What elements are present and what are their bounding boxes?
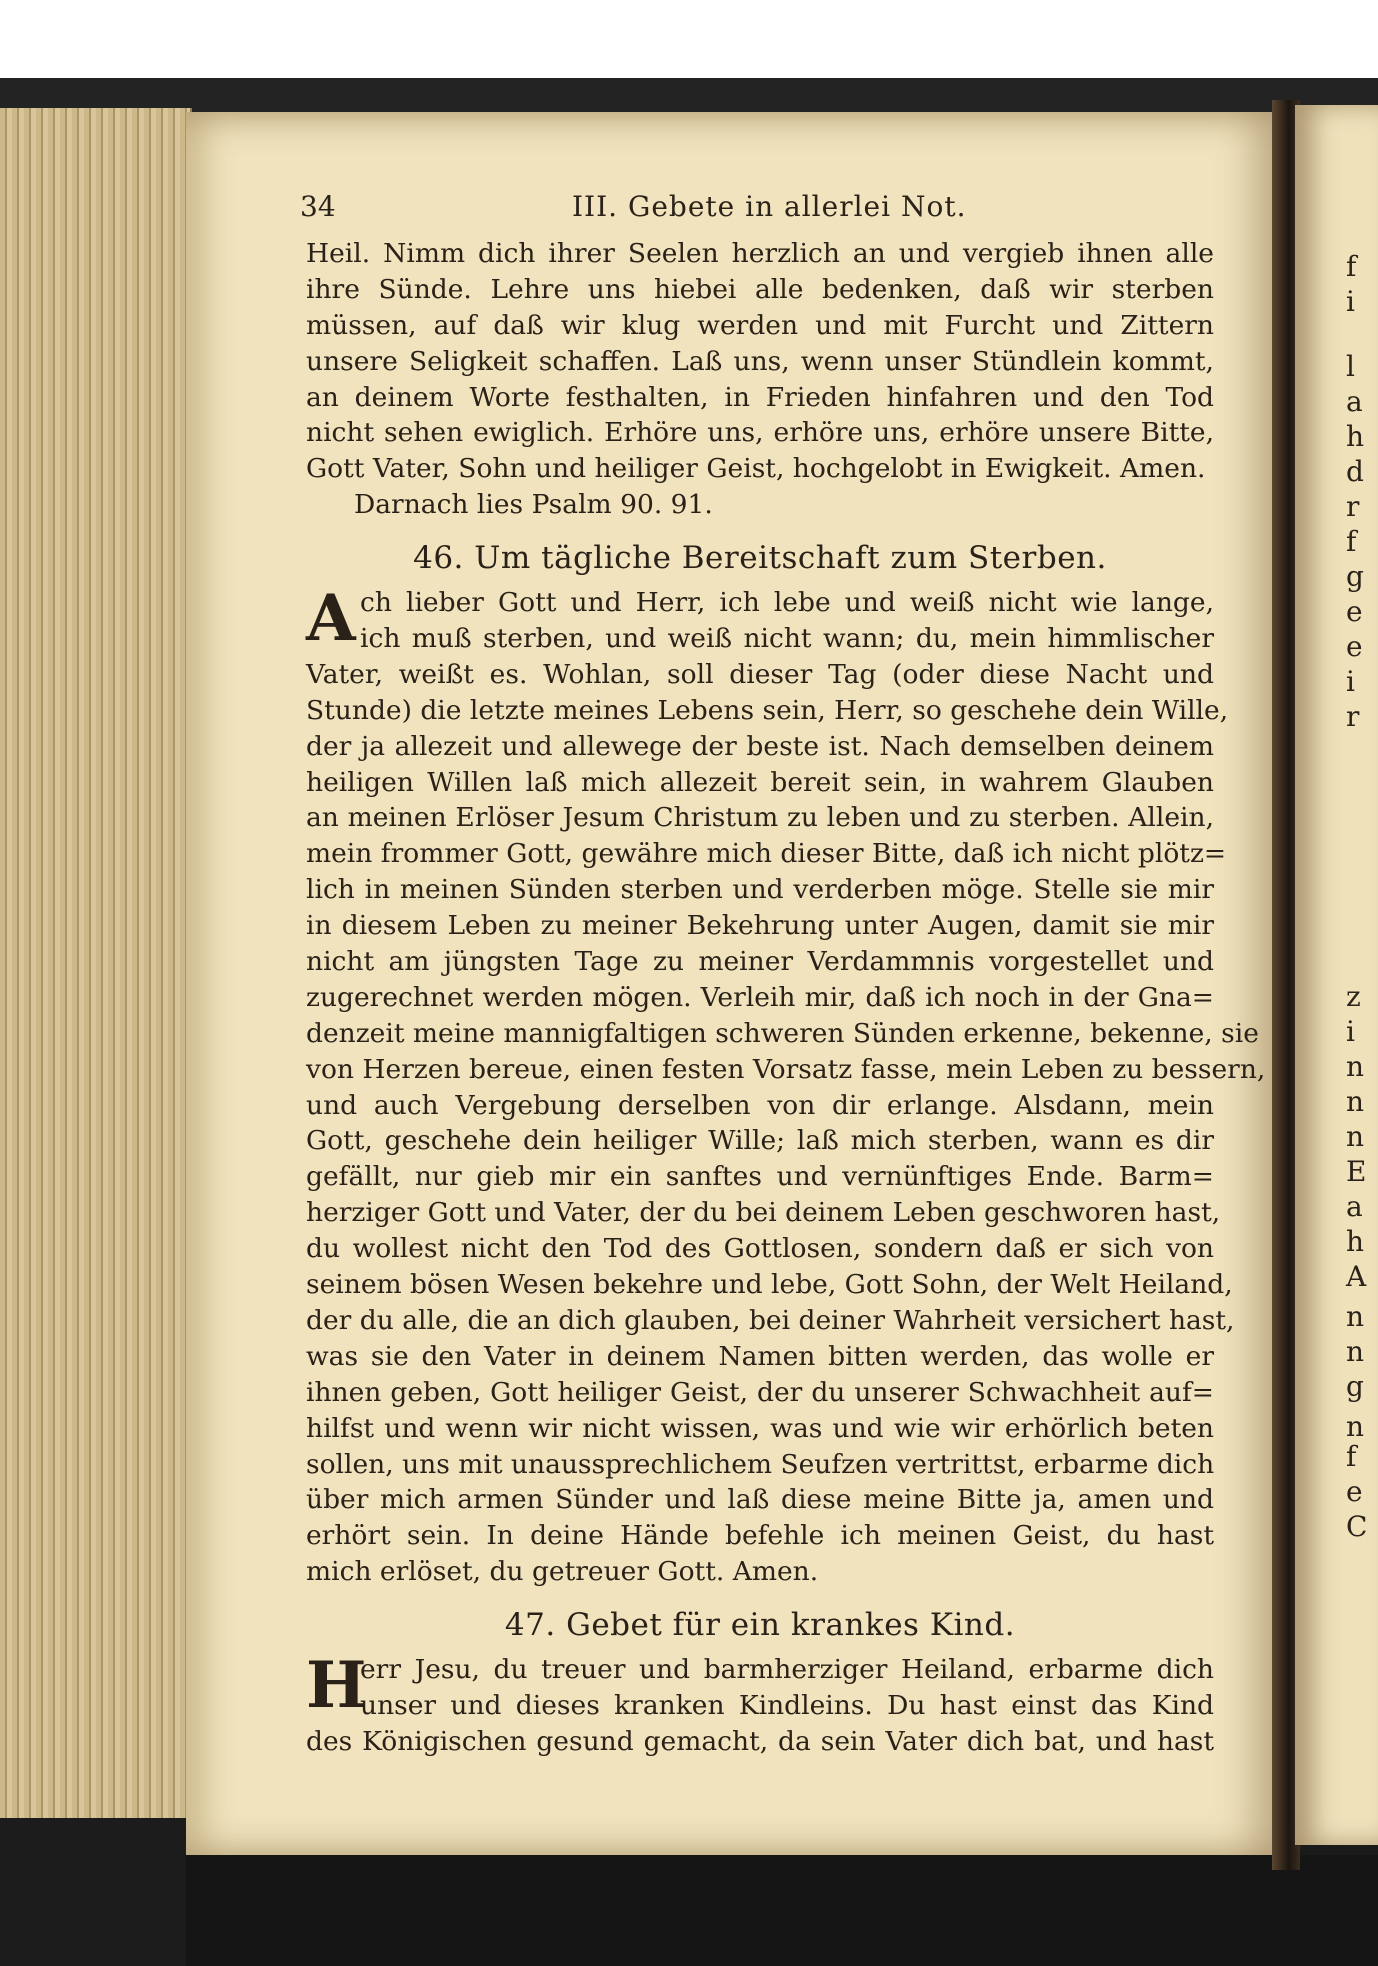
facing-page-letter: n — [1346, 1410, 1365, 1443]
facing-page-letter: n — [1346, 1050, 1365, 1083]
text-line: über mich armen Sünder und laß diese meine Bitte ja, amen und — [306, 1484, 1214, 1516]
facing-page-letter: a — [1346, 385, 1363, 418]
cover-bottom — [0, 1818, 190, 1966]
drop-cap: A — [306, 581, 356, 657]
facing-page-letter: h — [1346, 420, 1365, 453]
facing-page-letter: i — [1346, 1015, 1355, 1048]
text-line: mein frommer Gott, gewähre mich dieser Bitte, daß ich nicht plötz= — [306, 838, 1227, 870]
facing-page-letter: e — [1346, 1475, 1363, 1508]
facing-page-letter: f — [1346, 525, 1357, 558]
facing-page-letter: g — [1346, 1370, 1364, 1403]
text-line: und auch Vergebung derselben von dir erlange. Alsdann, mein — [306, 1089, 1214, 1121]
section-46-opening — [306, 581, 1214, 657]
text-line: ihnen geben, Gott heiliger Geist, der du unserer Schwachheit auf= — [306, 1376, 1214, 1408]
facing-page-letter: e — [1346, 630, 1363, 663]
text-line: nicht sehen ewiglich. Erhöre uns, erhöre uns, erhöre unsere Bitte, — [306, 417, 1214, 449]
text-line: mich erlöset, du getreuer Gott. Amen. — [306, 1556, 819, 1588]
facing-page-letter: C — [1346, 1510, 1368, 1543]
facing-page-letter: A — [1346, 1260, 1367, 1293]
running-head: III. Gebete in allerlei Not. — [572, 190, 967, 223]
facing-page-letter: h — [1346, 1225, 1365, 1258]
text-line: Darnach lies Psalm 90. 91. — [354, 489, 713, 521]
text-line: nicht am jüngsten Tage zu meiner Verdammnis vorgestellet und — [306, 946, 1214, 978]
facing-page-letter: n — [1346, 1335, 1365, 1368]
section-47-title: 47. Gebet für ein krankes Kind. — [504, 1607, 1016, 1644]
text-line: sollen, uns mit unaussprechlichem Seufzen vertrittst, erbarme dich — [306, 1448, 1215, 1480]
text-line: müssen, auf daß wir klug werden und mit Furcht und Zittern — [306, 309, 1214, 341]
drop-cap: H — [306, 1648, 367, 1724]
page-body — [306, 236, 1266, 1760]
facing-page-letter: i — [1346, 285, 1355, 318]
scan-margin — [0, 0, 1378, 78]
facing-page-letter: E — [1346, 1155, 1367, 1188]
section-47-opening — [306, 1648, 1214, 1724]
section-46-body — [306, 657, 1266, 1590]
text-line: zugerechnet werden mögen. Verleih mir, daß ich noch in der Gna= — [306, 981, 1214, 1013]
text-line: lich in meinen Sünden sterben und verderben möge. Stelle sie mir — [306, 874, 1214, 906]
text-line: des Königischen gesund gemacht, da sein Vater dich bat, und hast — [306, 1725, 1214, 1757]
facing-page-letter: n — [1346, 1300, 1365, 1333]
section-46-title: 46. Um tägliche Bereitschaft zum Sterben. — [413, 540, 1107, 577]
page-stack-edges — [0, 108, 192, 1823]
page-header — [300, 190, 1220, 230]
text-line: Gott Vater, Sohn und heiliger Geist, hochgelobt in Ewigkeit. Amen. — [306, 453, 1206, 485]
facing-page-letter: a — [1346, 1190, 1363, 1223]
text-line: gefällt, nur gieb mir ein sanftes und vernünftiges Ende. Barm= — [306, 1161, 1214, 1193]
intro-paragraph — [306, 236, 1214, 523]
text-line: Heil. Nimm dich ihrer Seelen herzlich an und vergieb ihnen alle — [306, 238, 1214, 269]
facing-page-letter: f — [1346, 1440, 1357, 1473]
text-line: an meinen Erlöser Jesum Christum zu leben und zu sterben. Allein, — [306, 802, 1214, 834]
text-line: err Jesu, du treuer und barmherziger Heiland, erbarme dich — [360, 1654, 1214, 1686]
text-line: seinem bösen Wesen bekehre und lebe, Gott Sohn, der Welt Heiland, — [306, 1269, 1233, 1301]
text-line: der du alle, die an dich glauben, bei deiner Wahrheit versichert hast, — [306, 1304, 1235, 1336]
facing-page-letter: d — [1346, 455, 1364, 488]
facing-page-letter: n — [1346, 1085, 1365, 1118]
text-line: an deinem Worte festhalten, in Frieden hinfahren und den Tod — [306, 381, 1214, 413]
text-line: der ja allezeit und allewege der beste ist. Nach demselben deinem — [306, 730, 1214, 762]
facing-page-letter: f — [1346, 250, 1357, 283]
text-line: in diesem Leben zu meiner Bekehrung unter Augen, damit sie mir — [306, 910, 1214, 942]
text-line: von Herzen bereue, einen festen Vorsatz fasse, mein Leben zu bessern, — [306, 1053, 1266, 1085]
text-line: Stunde) die letzte meines Lebens sein, Herr, so geschehe dein Wille, — [306, 694, 1229, 726]
facing-page-letter: z — [1346, 980, 1361, 1013]
facing-page-letter: e — [1346, 595, 1363, 628]
text-line: ich muß sterben, und weiß nicht wann; du, mein himmlischer — [360, 623, 1214, 655]
text-line: Vater, weißt es. Wohlan, soll dieser Tag (oder diese Nacht und — [306, 658, 1214, 690]
facing-page-letter: g — [1346, 560, 1364, 593]
text-line: unsere Seligkeit schaffen. Laß uns, wenn unser Stündlein kommt, — [306, 345, 1214, 377]
section-47-body — [306, 1724, 1214, 1760]
text-line: herziger Gott und Vater, der du bei deinem Leben geschworen hast, — [306, 1197, 1221, 1229]
page-number: 34 — [300, 190, 336, 223]
text-line: hilfst und wenn wir nicht wissen, was und wie wir erhörlich beten — [306, 1412, 1214, 1444]
text-line: denzeit meine mannigfaltigen schweren Sünden erkenne, bekenne, sie — [306, 1017, 1259, 1049]
text-line: was sie den Vater in deinem Namen bitten werden, das wolle er — [306, 1340, 1214, 1372]
book-bottom-shadow — [186, 1855, 1378, 1966]
facing-page-letter: r — [1346, 700, 1360, 733]
text-line: ihre Sünde. Lehre uns hiebei alle bedenken, daß wir sterben — [306, 273, 1214, 305]
text-line: Gott, geschehe dein heiliger Wille; laß mich sterben, wann es dir — [306, 1125, 1214, 1157]
facing-page-letter: l — [1346, 350, 1355, 383]
text-line: heiligen Willen laß mich allezeit bereit sein, in wahrem Glauben — [306, 766, 1214, 798]
facing-page-letter: n — [1346, 1120, 1365, 1153]
text-line: ch lieber Gott und Herr, ich lebe und weiß nicht wie lange, — [360, 587, 1214, 619]
facing-page-letter: i — [1346, 665, 1355, 698]
text-line: unser und dieses kranken Kindleins. Du hast einst das Kind — [360, 1689, 1214, 1721]
text-line: du wollest nicht den Tod des Gottlosen, sondern daß er sich von — [306, 1233, 1214, 1265]
facing-page-letter: r — [1346, 490, 1360, 523]
text-line: erhört sein. In deine Hände befehle ich meinen Geist, du hast — [306, 1520, 1214, 1552]
